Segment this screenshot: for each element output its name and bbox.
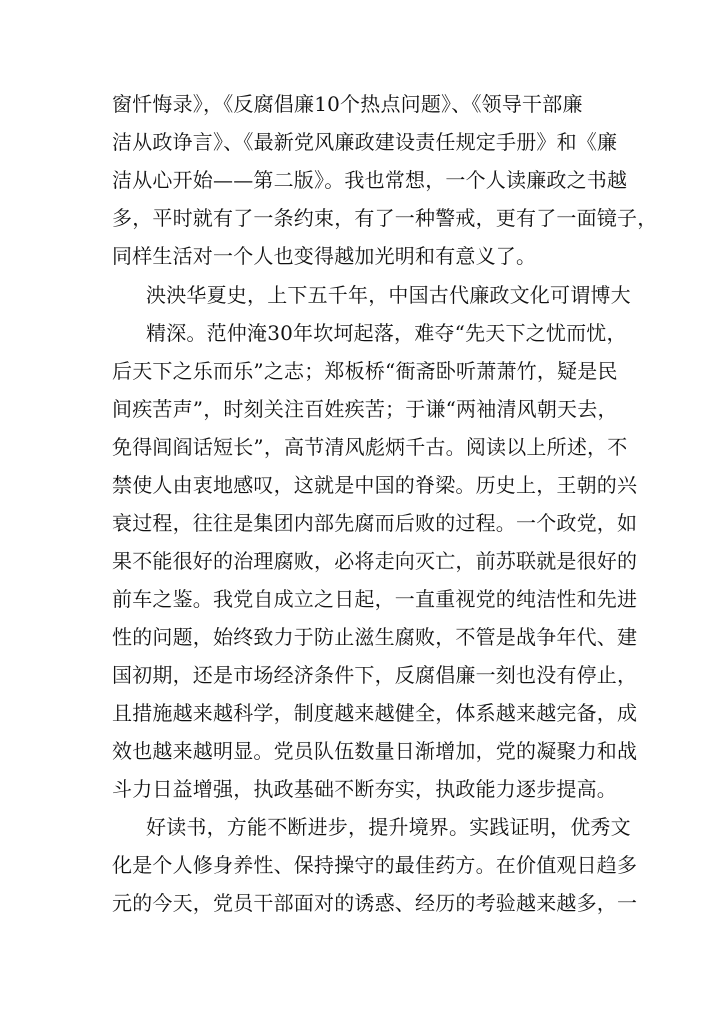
text-line-1: 窗忏悔录》，《反腐倡廉10个热点问题》、《领导干部廉 <box>112 92 583 116</box>
text-line-19: 斗力日益增强，执政基础不断夯实，执政能力逐步提高。 <box>112 777 617 801</box>
text-line-17: 且措施越来越科学，制度越来越健全，体系越来越完备，成 <box>112 701 638 725</box>
text-line-16: 国初期，还是市场经济条件下，反腐倡廉一刻也没有停止， <box>112 663 638 687</box>
paragraph-start-line-6: 泱泱华夏史，上下五千年，中国古代廉政文化可谓博大 <box>146 283 631 307</box>
paragraph-start-line-20: 好读书，方能不断进步，提升境界。实践证明，优秀文 <box>146 815 631 839</box>
text-line-12: 衰过程，往往是集团内部先腐而后败的过程。一个政党，如 <box>112 511 638 535</box>
text-line-22: 元的今天，党员干部面对的诱惑、经历的考验越来越多，一 <box>112 891 638 915</box>
text-line-7: 精深。范仲淹30年坎坷起落，难夺“先天下之忧而忧， <box>146 321 627 345</box>
text-line-4: 多，平时就有了一条约束，有了一种警戒，更有了一面镜子， <box>112 206 658 230</box>
text-line-9: 间疾苦声”，时刻关注百姓疾苦；于谦“两袖清风朝天去， <box>112 397 618 421</box>
text-line-3: 洁从心开始——第二版》。我也常想，一个人读廉政之书越 <box>112 168 628 192</box>
text-line-13: 果不能很好的治理腐败，必将走向灭亡，前苏联就是很好的 <box>112 549 638 573</box>
text-line-18: 效也越来越明显。党员队伍数量日渐增加，党的凝聚力和战 <box>112 739 638 763</box>
text-line-10: 免得闾阎话短长”，高节清风彪炳千古。阅读以上所述，不 <box>112 435 628 459</box>
text-line-21: 化是个人修身养性、保持操守的最佳药方。在价值观日趋多 <box>112 853 638 877</box>
text-line-8: 后天下之乐而乐”之志；郑板桥“衙斋卧听萧萧竹，疑是民 <box>112 359 618 383</box>
text-line-14: 前车之鉴。我党自成立之日起，一直重视党的纯洁性和先进 <box>112 587 638 611</box>
text-line-11: 禁使人由衷地感叹，这就是中国的脊梁。历史上，王朝的兴 <box>112 473 638 497</box>
text-line-15: 性的问题，始终致力于防止滋生腐败，不管是战争年代、建 <box>112 625 638 649</box>
text-line-2: 洁从政诤言》、《最新党风廉政建设责任规定手册》和《廉 <box>112 130 618 154</box>
text-line-5: 同样生活对一个人也变得越加光明和有意义了。 <box>112 244 537 268</box>
